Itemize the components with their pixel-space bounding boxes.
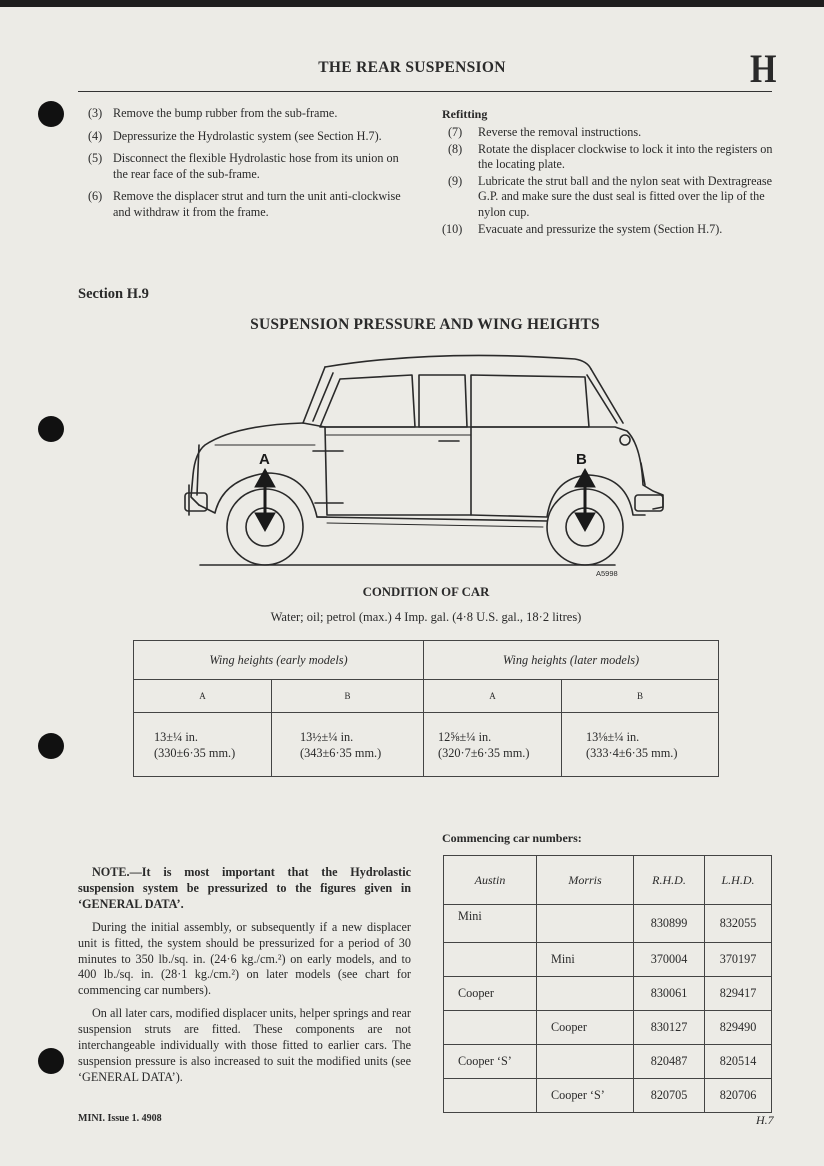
step-text: Lubricate the strut ball and the nylon seat with Dextragrease G.P. and make sure the dust seal is fitted over the lip of the nylon cup. <box>478 173 773 219</box>
rear-side-window <box>471 375 589 427</box>
later-b-value: 13⅛±¼ in. (333·4±6·35 mm.) <box>562 713 719 777</box>
section-letter: H <box>750 46 777 91</box>
step-text: Rotate the displacer clockwise to lock it into the registers on the locating plate. <box>478 141 773 172</box>
wing-later-header: Wing heights (later models) <box>424 641 719 680</box>
step-number: (6) <box>88 189 103 204</box>
note-paragraph: On all later cars, modified displacer units, helper springs and rear suspension struts are fitted. These components are not interchangeable individually with those fitted to earlier cars. The suspension pressure is also increased to suit the modified units (see ‘GENERAL DATA’). <box>78 1006 411 1084</box>
commencing-heading: Commencing car numbers: <box>442 831 582 845</box>
car-roof <box>325 355 591 369</box>
binder-hole <box>38 1048 64 1074</box>
condition-heading: CONDITION OF CAR <box>362 585 490 599</box>
early-a-value: 13±¼ in. (330±6·35 mm.) <box>134 713 272 777</box>
page-top-edge <box>0 0 824 7</box>
early-b-value: 13½±¼ in. (343±6·35 mm.) <box>272 713 424 777</box>
windscreen-pillar <box>303 367 325 423</box>
refitting-steps <box>442 125 776 238</box>
header-rule <box>78 91 772 92</box>
step-item <box>78 106 412 122</box>
table-row: Mini 830899 832055 <box>444 905 772 943</box>
note-paragraph: During the initial assembly, or subsequently if a new displacer unit is fitted, the system should be pressurized for a period of 30 minutes to 350 lb./sq. in. (24·6 kg./cm.²) on early models, and to 400 lb./sq. in. (28·1 kg./cm.²) on later models (see chart for commencing car numbers). <box>78 919 411 998</box>
step-number: (8) <box>448 141 463 156</box>
binder-hole <box>38 416 64 442</box>
car-diagram <box>175 345 675 575</box>
binder-hole <box>38 733 64 759</box>
col-header: Morris <box>537 856 634 905</box>
step-number: (7) <box>448 125 463 139</box>
step-number: (3) <box>88 106 103 120</box>
step-number: (10) <box>442 221 463 236</box>
col-b-header: B <box>272 680 424 713</box>
step-item <box>442 142 776 173</box>
table-row: Cooper ‘S’ 820487 820514 <box>444 1045 772 1079</box>
running-title: THE REAR SUSPENSION <box>318 59 506 76</box>
pressure-note <box>78 865 411 1093</box>
col-header: R.H.D. <box>634 856 705 905</box>
step-text: Evacuate and pressurize the system (Section H.7). <box>478 221 723 236</box>
step-item <box>442 125 776 141</box>
step-number: (4) <box>88 128 103 143</box>
step-number: (5) <box>88 151 103 166</box>
col-a-header: A <box>134 680 272 713</box>
wing-early-header: Wing heights (early models) <box>134 641 424 680</box>
step-text: Remove the bump rubber from the sub-frame. <box>113 106 338 120</box>
removal-steps <box>78 106 412 228</box>
table-row: Cooper ‘S’ 820705 820706 <box>444 1079 772 1113</box>
step-text: Depressurize the Hydrolastic system (see Section H.7). <box>113 128 382 143</box>
figure-title: SUSPENSION PRESSURE AND WING HEIGHTS <box>250 316 600 333</box>
wing-heights-table <box>133 640 719 777</box>
col-header: L.H.D. <box>705 856 772 905</box>
label-b: B <box>576 451 587 468</box>
commencing-table <box>443 855 772 1113</box>
condition-text: Water; oil; petrol (max.) 4 Imp. gal. (4·8 U.S. gal., 18·2 litres) <box>270 610 582 624</box>
binder-hole <box>38 101 64 127</box>
quarter-window <box>419 375 467 427</box>
col-header: Austin <box>444 856 537 905</box>
figure-code: A5998 <box>596 569 618 578</box>
step-number: (9) <box>448 173 463 188</box>
step-item <box>78 129 412 145</box>
refitting-heading: Refitting <box>442 107 488 121</box>
step-item <box>442 222 776 238</box>
front-side-window <box>320 375 415 427</box>
table-row: Cooper 830061 829417 <box>444 977 772 1011</box>
car-body-upper <box>303 423 663 509</box>
step-item <box>442 174 776 221</box>
col-b-header: B <box>562 680 719 713</box>
footer-issue: MINI. Issue 1. 4908 <box>78 1113 162 1124</box>
later-a-value: 12⅝±¼ in. (320·7±6·35 mm.) <box>424 713 562 777</box>
label-a: A <box>259 451 270 468</box>
step-text: Disconnect the flexible Hydrolastic hose from its union on the rear face of the sub-frame. <box>113 151 399 181</box>
table-row: Cooper 830127 829490 <box>444 1011 772 1045</box>
step-item <box>78 151 412 182</box>
step-item <box>78 189 412 220</box>
page-number: H.7 <box>756 1113 774 1127</box>
note-paragraph: NOTE.—It is most important that the Hydrolastic suspension system be pressurized to the figures given in ‘GENERAL DATA’. <box>78 865 411 911</box>
col-a-header: A <box>424 680 562 713</box>
step-text: Reverse the removal instructions. <box>478 125 642 139</box>
table-row: Mini 370004 370197 <box>444 943 772 977</box>
section-label: Section H.9 <box>78 286 149 302</box>
step-text: Remove the displacer strut and turn the unit anti-clockwise and withdraw it from the frame. <box>113 189 401 219</box>
